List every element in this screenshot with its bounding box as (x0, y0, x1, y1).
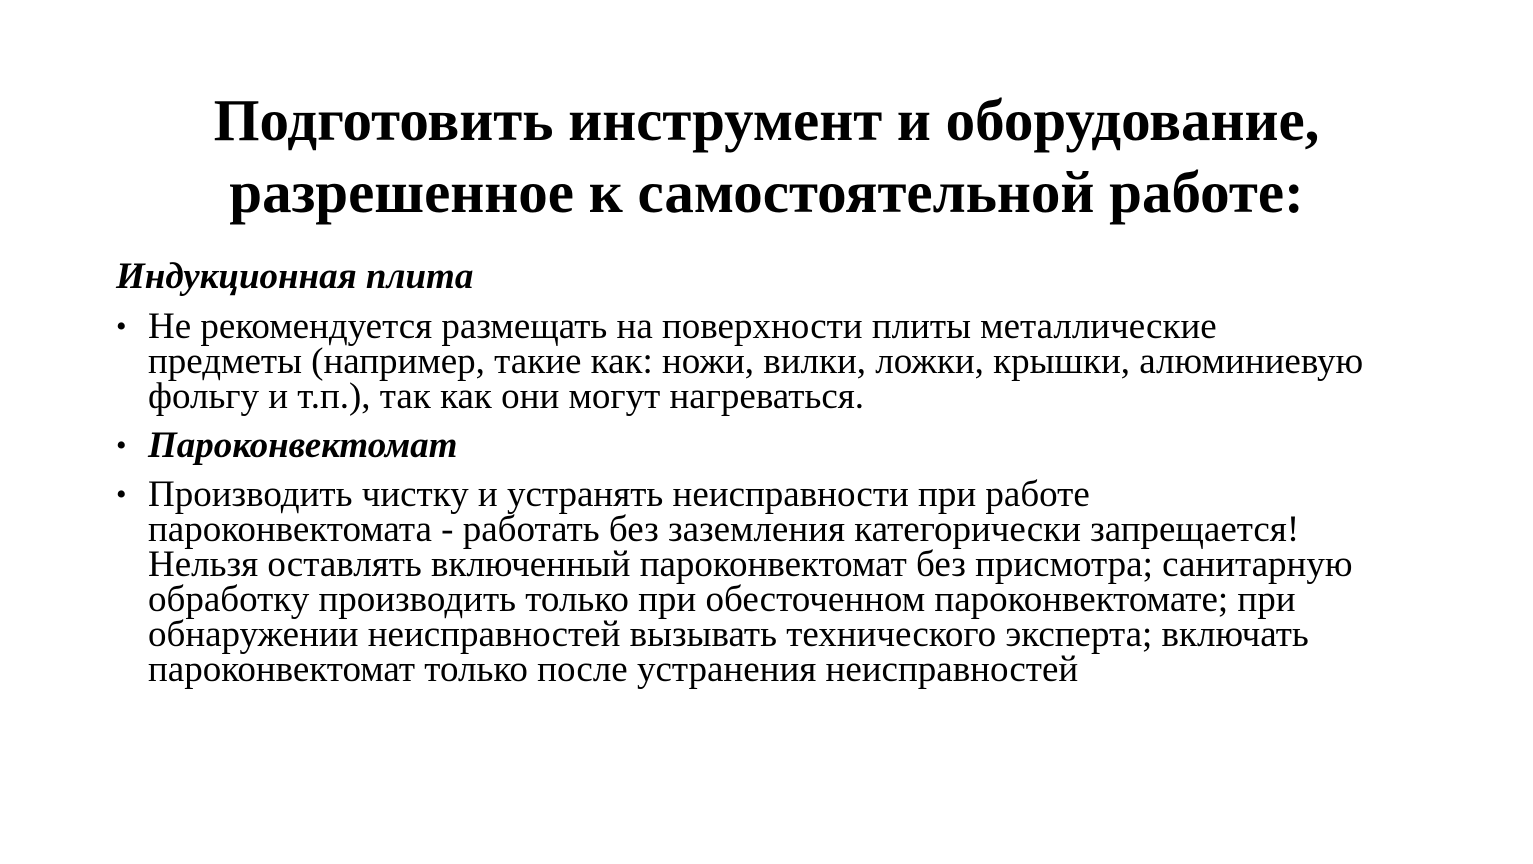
bullet-text: Производить чистку и устранять неисправности при работе пароконвектомата - работать без заземления категорически запрещается! Нельзя оставлять включенный пароконвектомат без присмотра; санитарную обработку производить только при обесточенном пароконвектомате; при обнаружении неисправностей вызывать технического эксперта; включать пароконвектомат только после устранения неисправностей (148, 474, 1353, 690)
bullet-text: Пароконвектомат (148, 425, 458, 466)
bullet-item-combi-steamer-rules (116, 474, 1376, 690)
slide-title (60, 84, 1473, 228)
bullet-marker: • (116, 478, 127, 511)
slide-title-line-2: разрешенное к самостоятельной работе: (229, 159, 1304, 225)
bullet-list (116, 306, 1376, 690)
bullet-text: Не рекомендуется размещать на поверхности плиты металлические предметы (например, такие как: ножи, вилки, ложки, крышки, алюминиевую фольгу и т.п.), так как они могут нагреваться. (148, 306, 1364, 417)
bullet-marker: • (116, 310, 127, 343)
bullet-item-combi-steamer-heading (116, 425, 1376, 466)
slide-title-line-1: Подготовить инструмент и оборудование, (213, 87, 1320, 153)
section-heading-induction-stove: Индукционная плита (116, 256, 474, 297)
slide-content (116, 255, 1376, 701)
bullet-item-metal-objects (116, 306, 1376, 417)
bullet-marker: • (116, 429, 127, 462)
